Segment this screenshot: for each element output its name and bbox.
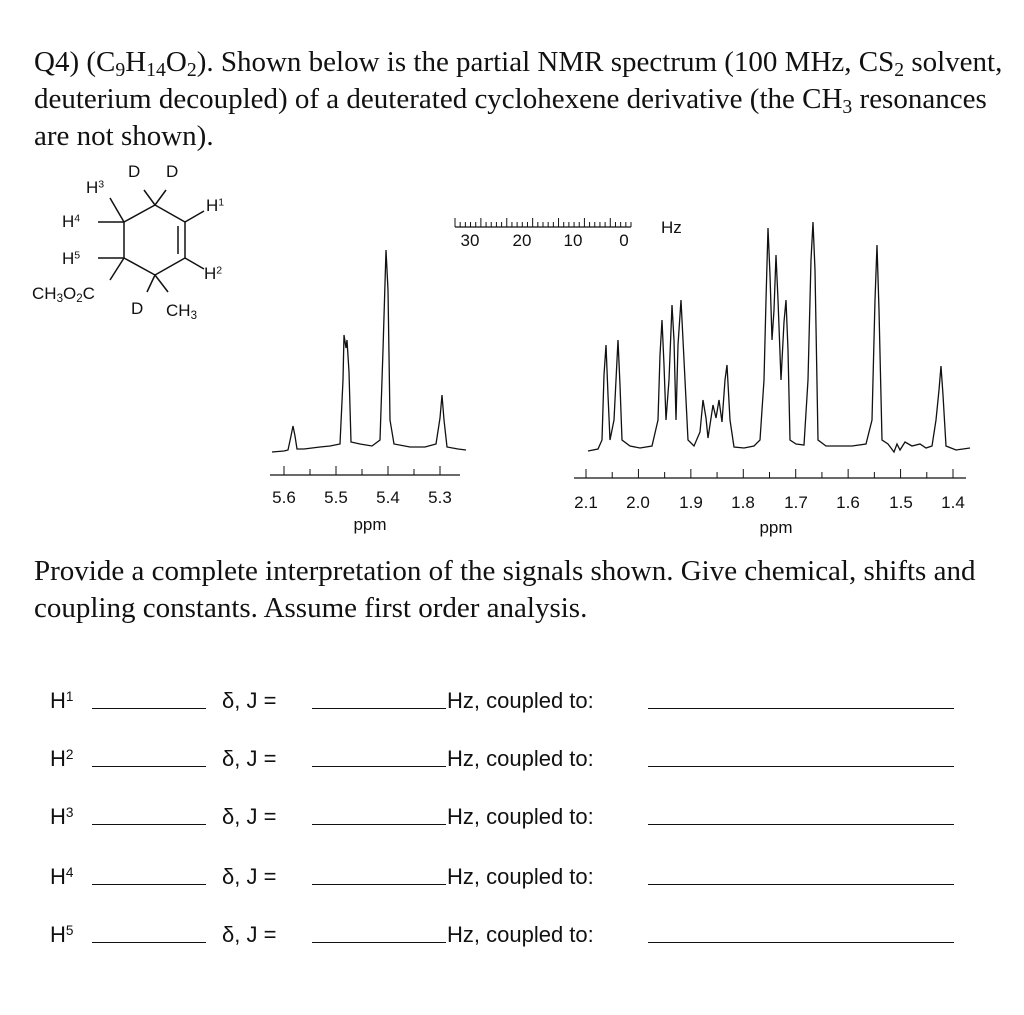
label-h3: $H^3$ xyxy=(86,178,105,197)
right-tick-label: 1.8 xyxy=(731,493,755,512)
right-tick-label: 1.5 xyxy=(889,493,913,512)
coupled-blank[interactable] xyxy=(648,708,954,709)
proton-label: $H^5$ xyxy=(50,922,74,947)
answer-row-h1 xyxy=(0,688,1024,728)
label-ester: $CH_3O_2C$ xyxy=(32,284,95,305)
subscript: 2 xyxy=(186,58,197,81)
shift-blank[interactable] xyxy=(92,766,206,767)
hz-tick-label: 10 xyxy=(563,231,583,250)
label-d-top-left: D xyxy=(128,162,141,181)
label-h4: $H^4$ xyxy=(62,212,81,231)
proton-label: $H^4$ xyxy=(50,864,74,889)
coupled-label: Hz, coupled to: xyxy=(447,688,594,713)
hz-tick-label: 20 xyxy=(512,231,532,250)
left-tick-label: 5.5 xyxy=(324,488,348,507)
right-tick-label: 1.9 xyxy=(679,493,703,512)
right-tick-label: 1.7 xyxy=(784,493,808,512)
j-blank[interactable] xyxy=(312,708,446,709)
proton-label: $H^3$ xyxy=(50,804,74,829)
j-blank[interactable] xyxy=(312,884,446,885)
coupled-label: Hz, coupled to: xyxy=(447,804,594,829)
right-tick-label: 1.4 xyxy=(941,493,965,512)
coupled-label: Hz, coupled to: xyxy=(447,864,594,889)
left-tick-label: 5.3 xyxy=(428,488,452,507)
spectrum-trace-left xyxy=(272,250,466,452)
chemical-structure xyxy=(28,160,248,335)
spectrum-trace-right xyxy=(588,222,970,452)
question-text xyxy=(34,44,1004,155)
coupled-blank[interactable] xyxy=(648,884,954,885)
label-ch3: $CH_3$ xyxy=(166,301,197,322)
question-number: Q4) xyxy=(34,46,80,78)
answer-row-h5 xyxy=(0,922,1024,962)
question-body: $(C_9H_{14}O_2)$. Shown below is the partial NMR spectrum (100 MHz, $CS_2$ solvent, deuterium decoupled) of a deuterated cyclohexene derivative (the $CH_3$ resonances are not shown). xyxy=(34,46,1003,152)
delta-j-label: δ, J = xyxy=(222,804,277,829)
answer-row-h4 xyxy=(0,864,1024,904)
label-d-bottom: D xyxy=(131,299,144,318)
subscript: 9 xyxy=(115,58,126,81)
coupled-blank[interactable] xyxy=(648,942,954,943)
j-blank[interactable] xyxy=(312,766,446,767)
shift-blank[interactable] xyxy=(92,942,206,943)
shift-blank[interactable] xyxy=(92,884,206,885)
right-tick-label: 1.6 xyxy=(836,493,860,512)
answer-row-h3 xyxy=(0,804,1024,844)
answer-row-h2 xyxy=(0,746,1024,786)
coupled-label: Hz, coupled to: xyxy=(447,746,594,771)
coupled-blank[interactable] xyxy=(648,824,954,825)
proton-label: $H^1$ xyxy=(50,688,74,713)
left-tick-label: 5.4 xyxy=(376,488,400,507)
instruction-text: Provide a complete interpretation of the signals shown. Give chemical, shifts and coupling constants. Assume first order analysis. xyxy=(34,555,976,624)
hz-scale xyxy=(455,218,682,250)
j-blank[interactable] xyxy=(312,942,446,943)
coupled-blank[interactable] xyxy=(648,766,954,767)
coupled-label: Hz, coupled to: xyxy=(447,922,594,947)
subscript: 3 xyxy=(842,95,853,118)
right-tick-label: 2.0 xyxy=(626,493,650,512)
right-tick-label: 2.1 xyxy=(574,493,598,512)
delta-j-label: δ, J = xyxy=(222,746,277,771)
label-h2: $H^2$ xyxy=(204,264,223,283)
hz-tick-label: 0 xyxy=(619,231,629,250)
label-h5: $H^5$ xyxy=(62,249,81,268)
subscript: 2 xyxy=(894,58,905,81)
subscript: 14 xyxy=(146,58,166,81)
j-blank[interactable] xyxy=(312,824,446,825)
label-d-top-right: D xyxy=(166,162,179,181)
hz-tick-label: 30 xyxy=(460,231,480,250)
left-tick-label: 5.6 xyxy=(272,488,296,507)
label-h1: $H^1$ xyxy=(206,196,225,215)
hz-unit-label: Hz xyxy=(661,218,682,237)
delta-j-label: δ, J = xyxy=(222,688,277,713)
delta-j-label: δ, J = xyxy=(222,864,277,889)
shift-blank[interactable] xyxy=(92,824,206,825)
shift-blank[interactable] xyxy=(92,708,206,709)
left-axis-xlabel: ppm xyxy=(353,515,387,534)
proton-label: $H^2$ xyxy=(50,746,74,771)
right-axis-xlabel: ppm xyxy=(759,518,793,537)
delta-j-label: δ, J = xyxy=(222,922,277,947)
